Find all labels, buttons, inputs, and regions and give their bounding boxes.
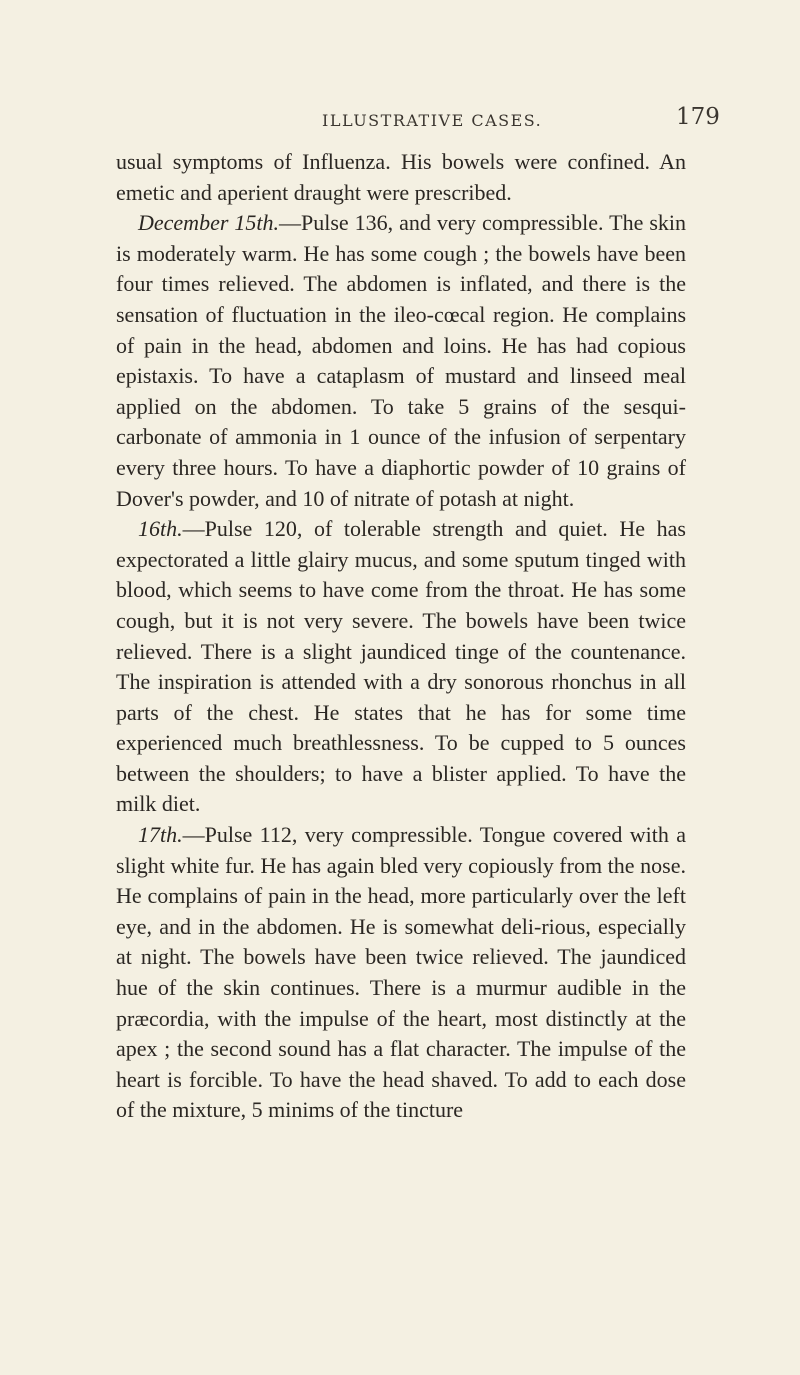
entry-date: 16th. [138, 516, 183, 542]
paragraph-text: —Pulse 112, very compressible. Tongue covered with a slight white fur. He has again bled very copiously from the nose. He complains of pain in the head, more particularly over the left eye, and in the abdomen. He is somewhat deli-rious, especially at night. The bowels have been twice relieved. The jaundiced hue of the skin continues. There is a murmur audible in the præcordia, with the impulse of the heart, most distinctly at the apex ; the second sound has a flat character. The impulse of the heart is forcible. To have the head shaved. To add to each dose of the mixture, 5 minims of the tincture [116, 822, 686, 1123]
paragraph-16th [116, 514, 686, 820]
running-head: ILLUSTRATIVE CASES. [322, 111, 543, 130]
paragraph-text: —Pulse 120, of tolerable strength and quiet. He has expectorated a little glairy mucus, and some sputum tinged with blood, which seems to have come from the throat. He has some cough, but it is not very severe. The bowels have been twice relieved. There is a slight jaundiced tinge of the countenance. The inspiration is attended with a dry sonorous rhonchus in all parts of the chest. He states that he has for some time experienced much breathlessness. To be cupped to 5 ounces between the shoulders; to have a blister applied. To have the milk diet. [116, 516, 686, 817]
paragraph-17th [116, 820, 686, 1126]
paragraph-text: —Pulse 136, and very compressible. The skin is moderately warm. He has some cough ; the bowels have been four times relieved. The abdomen is inflated, and there is the sensation of fluctuation in the ileo-cœcal region. He complains of pain in the head, abdomen and loins. He has had copious epistaxis. To have a cataplasm of mustard and linseed meal applied on the abdomen. To take 5 grains of the sesqui-carbonate of ammonia in 1 ounce of the infusion of serpentary every three hours. To have a diaphortic powder of 10 grains of Dover's powder, and 10 of nitrate of potash at night. [116, 210, 686, 511]
paragraph-december-15 [116, 208, 686, 514]
paragraph-continuation [116, 147, 686, 208]
entry-date: 17th. [138, 822, 183, 848]
paragraph-text: usual symptoms of Influenza. His bowels were confined. An emetic and aperient draught were prescribed. [116, 149, 686, 205]
body-text [116, 147, 686, 1126]
entry-date: December 15th. [138, 210, 279, 236]
page-number: 179 [676, 104, 720, 130]
